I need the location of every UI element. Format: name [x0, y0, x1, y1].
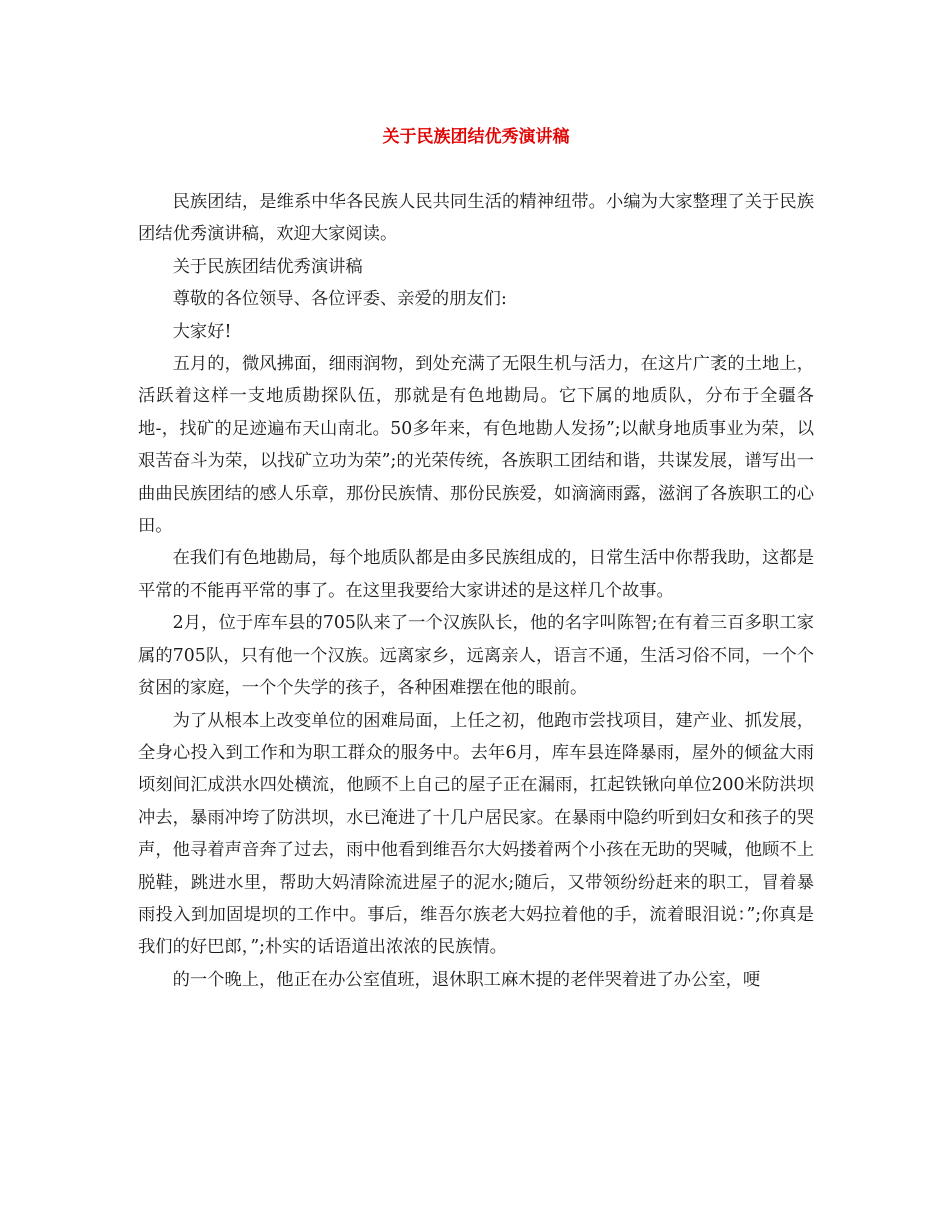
paragraph-stories-intro: 在我们有色地勘局，每个地质队都是由多民族组成的，日常生活中你帮我助，这都是平常的不能再平常的事了。在这里我要给大家讲述的是这样几个故事。 [138, 548, 814, 601]
document-body [138, 186, 814, 996]
document-title: 关于民族团结优秀演讲稿 [382, 127, 570, 147]
document-page [138, 0, 814, 996]
paragraph-team-705: 2月，位于库车县的705队来了一个汉族队长，他的名字叫陈智;在有着三百多职工家属的705队，只有他一个汉族。远离家乡，远离亲人，语言不通，生活习俗不同，一个个贫困的家庭，一个个失学的孩子，各种困难摆在他的眼前。 [138, 613, 814, 699]
paragraph-subtitle: 关于民族团结优秀演讲稿 [172, 256, 363, 277]
paragraph-may: 五月的，微风拂面，细雨润物，到处充满了无限生机与活力，在这片广袤的土地上，活跃着这样一支地质勘探队伍，那就是有色地勘局。它下属的地质队，分布于全疆各地-，找矿的足迹遍布天山南北。50多年来，有色地勘人发扬”;以献身地质事业为荣，以艰苦奋斗为荣，以找矿立功为荣”;的光荣传统，各族职工团结和谐，共谋发展，谱写出一曲曲民族团结的感人乐章，那份民族情、那份民族爱，如滴滴雨露，滋润了各族职工的心田。 [138, 354, 814, 537]
paragraph-flood: 为了从根本上改变单位的困难局面，上任之初，他跑市尝找项目，建产业、抓发展，全身心投入到工作和为职工群众的服务中。去年6月，库车县连降暴雨，屋外的倾盆大雨顷刻间汇成洪水四处横流，他顾不上自己的屋子正在漏雨，扛起铁锹向单位200米防洪坝冲去，暴雨冲垮了防洪坝，水已淹进了十几户居民家。在暴雨中隐约听到妇女和孩子的哭声，他寻着声音奔了过去，雨中他看到维吾尔大妈搂着两个小孩在无助的哭喊，他顾不上脱鞋，跳进水里，帮助大妈清除流进屋子的泥水;随后，又带领纷纷赶来的职工，冒着暴雨投入到加固堤坝的工作中。事后，维吾尔族老大妈拉着他的手，流着眼泪说：”;你真是我们的好巴郎，”;朴实的话语道出浓浓的民族情。 [138, 710, 814, 958]
paragraph-greeting: 大家好! [172, 321, 232, 342]
paragraph-evening: 的一个晚上，他正在办公室值班，退休职工麻木提的老伴哭着进了办公室，哽 [172, 969, 761, 990]
paragraph-intro: 民族团结，是维系中华各民族人民共同生活的精神纽带。小编为大家整理了关于民族团结优秀演讲稿，欢迎大家阅读。 [138, 192, 814, 245]
paragraph-salutation: 尊敬的各位领导、各位评委、亲爱的朋友们: [172, 289, 507, 310]
